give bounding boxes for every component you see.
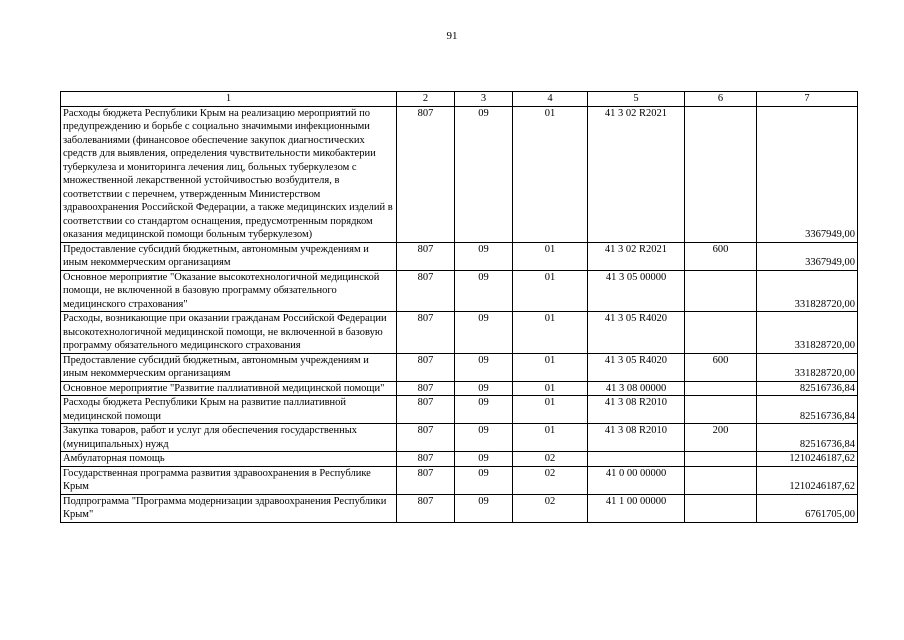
row-name: Расходы, возникающие при оказании гражданам Российской Федерации высокотехнологичной медицинской помощи, не включенной в базовую программу обязательного медицинского страхования — [61, 312, 397, 354]
row-name: Расходы бюджета Республики Крым на развитие паллиативной медицинской помощи — [61, 396, 397, 424]
row-gr: 807 — [397, 424, 455, 452]
row-rz: 09 — [455, 396, 513, 424]
row-gr: 807 — [397, 106, 455, 242]
row-gr: 807 — [397, 312, 455, 354]
row-pr: 01 — [513, 353, 588, 381]
row-gr: 807 — [397, 466, 455, 494]
row-vr: 600 — [685, 242, 757, 270]
row-vr — [685, 396, 757, 424]
page-number: 91 — [446, 30, 458, 42]
column-header-7: 7 — [757, 92, 858, 107]
row-csr: 41 3 05 00000 — [588, 270, 685, 312]
row-name: Подпрограмма "Программа модернизации здравоохранения Республики Крым" — [61, 494, 397, 522]
row-name: Государственная программа развития здравоохранения в Республике Крым — [61, 466, 397, 494]
row-csr: 41 3 08 R2010 — [588, 424, 685, 452]
row-pr: 01 — [513, 270, 588, 312]
row-csr: 41 3 02 R2021 — [588, 242, 685, 270]
table-row — [61, 381, 858, 396]
row-pr: 02 — [513, 452, 588, 467]
row-name: Основное мероприятие "Оказание высокотехнологичной медицинской помощи, не включенной в базовую программу обязательного медицинского страхования" — [61, 270, 397, 312]
row-rz: 09 — [455, 312, 513, 354]
row-sum: 82516736,84 — [757, 396, 858, 424]
row-sum: 1210246187,62 — [757, 452, 858, 467]
row-pr: 01 — [513, 424, 588, 452]
row-vr — [685, 466, 757, 494]
row-gr: 807 — [397, 270, 455, 312]
row-sum: 1210246187,62 — [757, 466, 858, 494]
row-gr: 807 — [397, 353, 455, 381]
row-csr: 41 3 08 00000 — [588, 381, 685, 396]
row-rz: 09 — [455, 353, 513, 381]
row-csr: 41 1 00 00000 — [588, 494, 685, 522]
row-vr — [685, 381, 757, 396]
budget-table — [60, 91, 858, 523]
row-csr: 41 0 00 00000 — [588, 466, 685, 494]
row-name: Основное мероприятие "Развитие паллиативной медицинской помощи" — [61, 381, 397, 396]
row-pr: 02 — [513, 494, 588, 522]
row-rz: 09 — [455, 452, 513, 467]
row-sum: 82516736,84 — [757, 424, 858, 452]
table-row — [61, 353, 858, 381]
row-sum: 331828720,00 — [757, 353, 858, 381]
row-rz: 09 — [455, 381, 513, 396]
row-name: Амбулаторная помощь — [61, 452, 397, 467]
row-pr: 02 — [513, 466, 588, 494]
row-csr — [588, 452, 685, 467]
table-row — [61, 312, 858, 354]
row-gr: 807 — [397, 494, 455, 522]
row-rz: 09 — [455, 106, 513, 242]
column-header-2: 2 — [397, 92, 455, 107]
row-rz: 09 — [455, 494, 513, 522]
row-pr: 01 — [513, 312, 588, 354]
column-header-3: 3 — [455, 92, 513, 107]
table-row — [61, 466, 858, 494]
row-name: Закупка товаров, работ и услуг для обеспечения государственных (муниципальных) нужд — [61, 424, 397, 452]
table-row — [61, 494, 858, 522]
table-row — [61, 452, 858, 467]
column-header-6: 6 — [685, 92, 757, 107]
table-row — [61, 106, 858, 242]
row-pr: 01 — [513, 381, 588, 396]
row-vr — [685, 270, 757, 312]
row-sum: 3367949,00 — [757, 106, 858, 242]
column-header-5: 5 — [588, 92, 685, 107]
row-rz: 09 — [455, 424, 513, 452]
row-sum: 3367949,00 — [757, 242, 858, 270]
row-rz: 09 — [455, 242, 513, 270]
row-gr: 807 — [397, 396, 455, 424]
table-row — [61, 242, 858, 270]
row-gr: 807 — [397, 242, 455, 270]
row-sum: 331828720,00 — [757, 270, 858, 312]
row-gr: 807 — [397, 381, 455, 396]
row-csr: 41 3 05 R4020 — [588, 312, 685, 354]
table-row — [61, 396, 858, 424]
row-pr: 01 — [513, 242, 588, 270]
row-rz: 09 — [455, 466, 513, 494]
column-header-1: 1 — [61, 92, 397, 107]
row-sum: 82516736,84 — [757, 381, 858, 396]
row-vr — [685, 494, 757, 522]
row-vr — [685, 106, 757, 242]
row-csr: 41 3 08 R2010 — [588, 396, 685, 424]
row-vr — [685, 312, 757, 354]
row-sum: 331828720,00 — [757, 312, 858, 354]
row-pr: 01 — [513, 106, 588, 242]
row-name: Расходы бюджета Республики Крым на реализацию мероприятий по предупреждению и борьбе с социально значимыми инфекционными заболеваниями (финансовое обеспечение закупок диагностических средств для выявления, определения чувствительности микобактерии туберкулеза и мониторинга лечения лиц, больных туберкулезом с множественной лекарственной устойчивостью возбудителя, в соответствии с перечнем, утвержденным Министерством здравоохранения Российской Федерации, а также медицинских изделий в соответствии со стандартом оснащения, предусмотренным порядком оказания медицинской помощи больным туберкулезом) — [61, 106, 397, 242]
row-name: Предоставление субсидий бюджетным, автономным учреждениям и иным некоммерческим организациям — [61, 353, 397, 381]
row-name: Предоставление субсидий бюджетным, автономным учреждениям и иным некоммерческим организациям — [61, 242, 397, 270]
table-row — [61, 270, 858, 312]
column-header-4: 4 — [513, 92, 588, 107]
row-vr — [685, 452, 757, 467]
row-csr: 41 3 05 R4020 — [588, 353, 685, 381]
row-csr: 41 3 02 R2021 — [588, 106, 685, 242]
row-vr: 600 — [685, 353, 757, 381]
row-gr: 807 — [397, 452, 455, 467]
table-header-row — [61, 92, 858, 107]
row-rz: 09 — [455, 270, 513, 312]
row-vr: 200 — [685, 424, 757, 452]
row-pr: 01 — [513, 396, 588, 424]
row-sum: 6761705,00 — [757, 494, 858, 522]
table-row — [61, 424, 858, 452]
